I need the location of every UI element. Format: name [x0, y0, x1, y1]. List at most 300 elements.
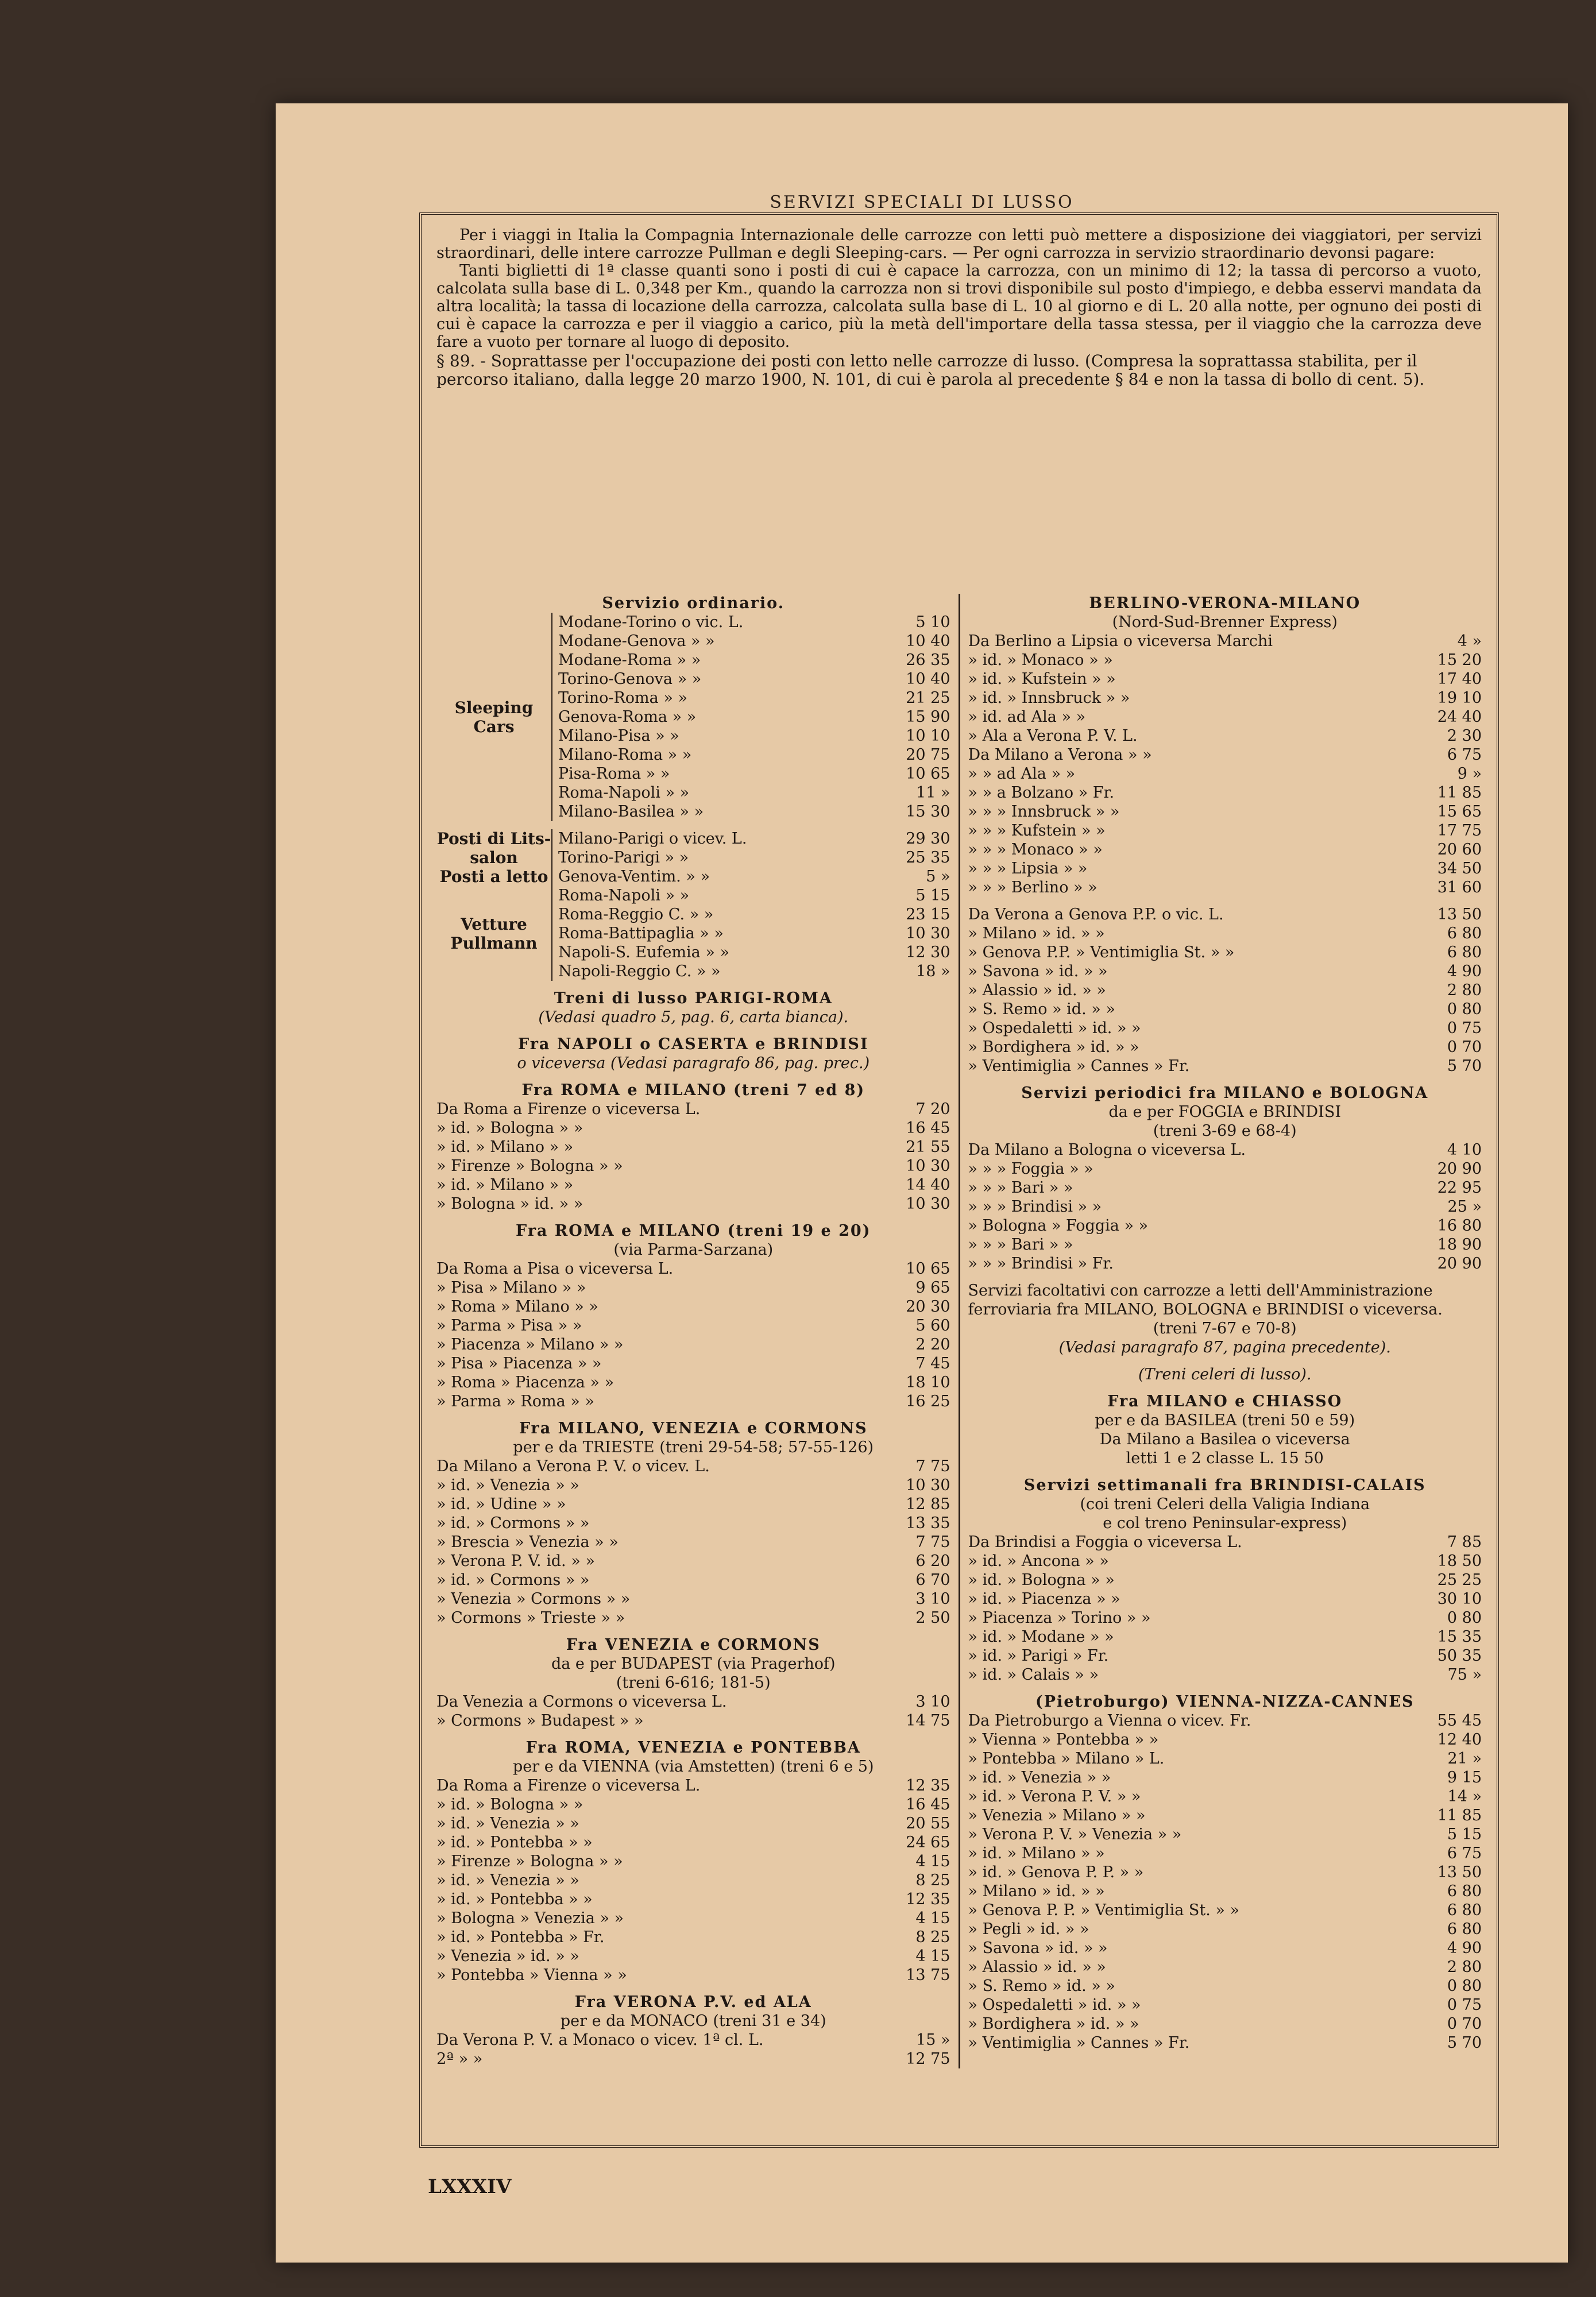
route: » Cormons » Budapest » » [436, 1712, 644, 1730]
route: Da Milano a Verona » » [968, 746, 1152, 764]
route: » » » Innsbruck » » [968, 803, 1120, 821]
price: 5 10 [915, 613, 950, 631]
table-row [436, 1571, 950, 1590]
route: » id. » Bologna » » [968, 1571, 1115, 1589]
route: » Alassio » id. » » [968, 981, 1106, 999]
table-row [968, 1646, 1482, 1665]
table-row [968, 632, 1482, 651]
table-row [436, 1514, 950, 1533]
table-row [968, 1019, 1482, 1038]
table-row [968, 1977, 1482, 1996]
table-row [968, 859, 1482, 878]
table-row [968, 821, 1482, 840]
price: 19 10 [1437, 689, 1482, 707]
table-row [968, 1178, 1482, 1197]
table-row [436, 2031, 950, 2049]
price: 20 90 [1437, 1160, 1482, 1178]
table-row [558, 829, 950, 848]
price: 20 30 [906, 1298, 950, 1316]
table-row [436, 1457, 950, 1476]
route: » id. » Bologna » » [436, 1796, 583, 1813]
price: 6 80 [1447, 1920, 1482, 1938]
table-row [968, 726, 1482, 745]
table-row [558, 886, 950, 905]
rm1-rows [436, 1100, 950, 1213]
price: 10 30 [906, 1195, 950, 1213]
table-row [436, 1852, 950, 1871]
table-row [968, 802, 1482, 821]
table-row [436, 1392, 950, 1411]
table-row [558, 726, 950, 745]
route: Da Brindisi a Foggia o viceversa L. [968, 1533, 1242, 1551]
price: 18 » [916, 962, 950, 980]
route: » S. Remo » id. » » [968, 1000, 1115, 1018]
price: 18 10 [906, 1374, 950, 1391]
table-row [968, 2033, 1482, 2052]
route: » id. » Calais » » [968, 1666, 1099, 1684]
rm1-title: Fra ROMA e MILANO (treni 7 ed 8) [521, 1081, 865, 1099]
bc-title: Servizi settimanali fra BRINDISI-CALAIS [1023, 1476, 1426, 1494]
price: 0 80 [1447, 1977, 1482, 1995]
letto-rows [558, 867, 950, 886]
bc-rows [968, 1533, 1482, 1684]
table-row [968, 2014, 1482, 2033]
vm-sub: per e da MONACO (treni 31 e 34) [560, 2012, 826, 2030]
price: 7 45 [915, 1355, 950, 1372]
route: » id. » Parigi » Fr. [968, 1647, 1109, 1665]
route: » Venezia » id. » » [436, 1947, 579, 1965]
vc-sub1: da e per BUDAPEST (via Pragerhof) [551, 1655, 836, 1673]
table-row [968, 1863, 1482, 1882]
route: » id. » Innsbruck » » [968, 689, 1130, 707]
table-row [968, 1665, 1482, 1684]
price: 9 15 [1447, 1769, 1482, 1786]
price: 16 25 [906, 1393, 950, 1410]
price: 8 25 [915, 1928, 950, 1946]
intro-paragraph-1: Per i viaggi in Italia la Compagnia Internazionale delle carrozze con letti può mettere a disposizione dei viaggiatori, per servizi straordinari, delle intere carrozze Pullman e degli Sleeping-cars. — Per ogni carrozza in servizio straordinario devonsi pagare: [436, 226, 1482, 262]
route: » Savona » id. » » [968, 962, 1108, 980]
route: » id. » Milano » » [436, 1176, 574, 1194]
table-row [436, 1495, 950, 1514]
route: Roma-Reggio C. » » [558, 906, 714, 923]
table-row [436, 1278, 950, 1297]
route: » id. » Pontebba » Fr. [436, 1928, 605, 1946]
route: Roma-Napoli » » [558, 887, 690, 904]
rvp-sub: per e da VIENNA (via Amstetten) (treni 6 e 5) [513, 1758, 874, 1776]
route: » id. » Modane » » [968, 1628, 1114, 1646]
route: Torino-Roma » » [558, 689, 687, 707]
periodici-sub2: (treni 3-69 e 68-4) [1153, 1122, 1297, 1140]
route: » Milano » id. » » [968, 925, 1105, 942]
route: » id. » Verona P. V. » » [968, 1788, 1141, 1805]
napoli-title: Fra NAPOLI o CASERTA e BRINDISI [518, 1035, 869, 1053]
price: 15 30 [906, 803, 950, 821]
route: » » » Kufstein » » [968, 822, 1106, 840]
price: 23 15 [906, 906, 950, 923]
price: 5 60 [915, 1317, 950, 1335]
bvm-sub: (Nord-Sud-Brenner Express) [1112, 613, 1338, 631]
route: » id. » Pontebba » » [436, 1890, 593, 1908]
price: 25 » [1447, 1198, 1482, 1216]
table-row [436, 1533, 950, 1552]
route: » id. » Piacenza » » [968, 1590, 1120, 1608]
periodici-sub1: da e per FOGGIA e BRINDISI [1108, 1103, 1342, 1121]
route: » » » Berlino » » [968, 879, 1098, 896]
table-row [558, 745, 950, 764]
rm2-rows [436, 1259, 950, 1411]
price: 10 40 [906, 670, 950, 688]
table-row [436, 1909, 950, 1928]
table-row [436, 1100, 950, 1119]
rm2-sub: (via Parma-Sarzana) [613, 1241, 774, 1259]
chiasso-price: letti 1 e 2 classe L. 15 50 [1126, 1449, 1324, 1467]
facoltativi-sub: (treni 7-67 e 70-8) [1153, 1320, 1297, 1337]
price: 16 45 [906, 1796, 950, 1813]
parigi-title: Treni di lusso PARIGI-ROMA [554, 989, 833, 1007]
route: Torino-Genova » » [558, 670, 702, 688]
table-row [436, 1966, 950, 1985]
table-row [968, 1197, 1482, 1216]
price: 10 65 [906, 765, 950, 783]
route: Modane-Torino o vic. L. [558, 613, 744, 631]
table-row [968, 1768, 1482, 1787]
route: » » » Foggia » » [968, 1160, 1093, 1178]
price: 5 15 [915, 887, 950, 904]
price: 15 20 [1437, 651, 1482, 669]
table-row [436, 1259, 950, 1278]
price: 15 » [916, 2031, 950, 2049]
route: » Alassio » id. » » [968, 1958, 1106, 1976]
table-row [968, 745, 1482, 764]
content-frame [419, 212, 1499, 2148]
route: Da Verona P. V. a Monaco o vicev. 1ª cl. L. [436, 2031, 764, 2049]
table-row [436, 1947, 950, 1966]
table-row [558, 905, 950, 924]
table-row [968, 651, 1482, 670]
route: Da Milano a Verona P. V. o vicev. L. [436, 1457, 710, 1475]
table-row [436, 1476, 950, 1495]
route: » Brescia » Venezia » » [436, 1533, 619, 1551]
route: Da Berlino a Lipsia o viceversa Marchi [968, 632, 1273, 650]
table-row [558, 689, 950, 707]
route: Genova-Roma » » [558, 708, 697, 726]
table-row [968, 1159, 1482, 1178]
route: Milano-Pisa » » [558, 727, 679, 745]
route: » Parma » Roma » » [436, 1393, 594, 1410]
route: » id. » Venezia » » [436, 1815, 579, 1832]
table-row [436, 1795, 950, 1814]
route: » Genova P.P. » Ventimiglia St. » » [968, 943, 1235, 961]
table-row [558, 867, 950, 886]
table-row [558, 783, 950, 802]
table-row [968, 670, 1482, 689]
route: 2ª » » [436, 2050, 483, 2068]
vc-sub2: (treni 6-616; 181-5) [616, 1674, 771, 1692]
price: 12 30 [906, 943, 950, 961]
price: 11 85 [1437, 1807, 1482, 1824]
price: 4 90 [1447, 962, 1482, 980]
route: Da Milano a Bologna o viceversa L. [968, 1141, 1246, 1159]
price: 7 75 [915, 1533, 950, 1551]
price: 24 40 [1437, 708, 1482, 726]
route: » Ospedaletti » id. » » [968, 1996, 1141, 2014]
route: » » ad Ala » » [968, 765, 1076, 783]
table-row [968, 943, 1482, 962]
price: 9 65 [915, 1279, 950, 1297]
sleeping-group [436, 613, 950, 821]
table-row [968, 707, 1482, 726]
table-row [558, 670, 950, 689]
price: 12 35 [906, 1890, 950, 1908]
table-row [968, 1711, 1482, 1730]
price: 21 25 [906, 689, 950, 707]
price: 13 35 [906, 1514, 950, 1532]
left-column [436, 594, 960, 2068]
table-row [436, 1871, 950, 1890]
route: » Pisa » Milano » » [436, 1279, 586, 1297]
route: » Ventimiglia » Cannes » Fr. [968, 2034, 1190, 2052]
price: 24 65 [906, 1834, 950, 1851]
parigi-note: (Vedasi quadro 5, pag. 6, carta bianca). [538, 1008, 849, 1026]
route: » Ala a Verona P. V. L. [968, 727, 1138, 745]
price: 25 35 [906, 849, 950, 867]
route: » id. » Milano » » [436, 1138, 574, 1156]
price: 11 85 [1437, 784, 1482, 802]
table-row [968, 1730, 1482, 1749]
table-row [558, 707, 950, 726]
table-row [436, 1119, 950, 1138]
price: 0 80 [1447, 1000, 1482, 1018]
table-row [968, 1996, 1482, 2014]
route: » Verona P. V. id. » » [436, 1552, 595, 1570]
table-row [968, 1590, 1482, 1608]
route: » Piacenza » Torino » » [968, 1609, 1151, 1627]
price: 10 30 [906, 1476, 950, 1494]
table-row [968, 1787, 1482, 1806]
route: » Pegli » id. » » [968, 1920, 1089, 1938]
route: » Pontebba » Vienna » » [436, 1966, 627, 1984]
pullman-label: Vetture Pullmann [436, 886, 552, 981]
route: » id. ad Ala » » [968, 708, 1086, 726]
columns [436, 594, 1482, 2068]
sleeping-label: Sleeping Cars [436, 613, 552, 821]
route: Milano-Roma » » [558, 746, 692, 764]
chiasso-sub: per e da BASILEA (treni 50 e 59) [1095, 1412, 1355, 1429]
route: Da Roma a Pisa o viceversa L. [436, 1260, 674, 1278]
table-row [968, 1235, 1482, 1254]
price: 18 90 [1437, 1236, 1482, 1254]
right-column [960, 594, 1482, 2068]
posti-rows [558, 829, 950, 867]
table-row [558, 802, 950, 821]
table-row [436, 1175, 950, 1194]
route: » » » Monaco » » [968, 841, 1103, 859]
table-row [436, 1354, 950, 1373]
route: Napoli-Reggio C. » » [558, 962, 721, 980]
price: 10 40 [906, 632, 950, 650]
table-row [968, 1057, 1482, 1076]
price: 6 80 [1447, 925, 1482, 942]
napoli-note: o viceversa (Vedasi paragrafo 86, pag. prec.) [517, 1054, 870, 1072]
route: » Parma » Pisa » » [436, 1317, 582, 1335]
table-row [968, 1254, 1482, 1273]
route: Milano-Basilea » » [558, 803, 704, 821]
table-row [968, 1571, 1482, 1590]
table-row [968, 783, 1482, 802]
route: » Pontebba » Milano » L. [968, 1750, 1165, 1768]
price: 6 80 [1447, 1901, 1482, 1919]
route: Napoli-S. Eufemia » » [558, 943, 729, 961]
price: 25 25 [1437, 1571, 1482, 1589]
price: 6 75 [1447, 1844, 1482, 1862]
table-row [968, 962, 1482, 981]
price: 6 80 [1447, 943, 1482, 961]
table-row [436, 1316, 950, 1335]
route: Da Verona a Genova P.P. o vic. L. [968, 906, 1224, 923]
route: » Venezia » Milano » » [968, 1807, 1146, 1824]
route: Roma-Napoli » » [558, 784, 690, 802]
table-row [968, 1140, 1482, 1159]
posti-label: Posti di Lits-salon [436, 829, 552, 867]
table-row [968, 981, 1482, 1000]
table-row [968, 878, 1482, 897]
price: 0 70 [1447, 1038, 1482, 1056]
price: 4 15 [915, 1909, 950, 1927]
price: 14 » [1447, 1788, 1482, 1805]
table-row [436, 1711, 950, 1730]
price: 16 45 [906, 1119, 950, 1137]
price: 22 95 [1437, 1179, 1482, 1197]
intro-paragraph-2: Tanti biglietti di 1ª classe quanti sono i posti di cui è capace la carrozza, con un minimo di 12; la tassa di percorso a vuoto, calcolata sulla base di L. 0,348 per Km., quando la carrozza non si trovi disponibile sul posto d'impiego, e debba esservi mandata da altra località; la tassa di locazione della carrozza, calcolata sulla base di L. 10 al giorno e di L. 20 alla notte, per ognuno dei posti di cui è capace la carrozza e per il viaggio a carico, più la metà dell'importare della tassa stessa, per il viaggio che la carrozza deve fare a vuoto per tornare al luogo di deposito. [436, 262, 1482, 351]
table-row [436, 2049, 950, 2068]
facoltativi-text: Servizi facoltativi con carrozze a letti dell'Amministrazione ferroviaria fra MILANO, BOLOGNA e BRINDISI o viceversa. [968, 1282, 1443, 1318]
price: 14 75 [906, 1712, 950, 1730]
route: » id. » Venezia » » [436, 1871, 579, 1889]
table-row [558, 632, 950, 651]
price: 12 40 [1437, 1731, 1482, 1749]
table-row [558, 943, 950, 962]
price: 34 50 [1437, 860, 1482, 877]
table-row [436, 1814, 950, 1833]
price: 20 60 [1437, 841, 1482, 859]
table-row [968, 689, 1482, 707]
mv-sub: per e da TRIESTE (treni 29-54-58; 57-55-126) [513, 1438, 874, 1456]
route: Roma-Battipaglia » » [558, 925, 724, 942]
mv-title: Fra MILANO, VENEZIA e CORMONS [519, 1420, 868, 1437]
celeri-title: (Treni celeri di lusso). [1138, 1366, 1312, 1383]
posti-group [436, 829, 950, 867]
route: » id. » Cormons » » [436, 1571, 590, 1589]
table-row [968, 1000, 1482, 1019]
vnc-title: (Pietroburgo) VIENNA-NIZZA-CANNES [1035, 1693, 1415, 1711]
rm2-title: Fra ROMA e MILANO (treni 19 e 20) [516, 1222, 871, 1240]
price: 2 80 [1447, 981, 1482, 999]
route: » Firenze » Bologna » » [436, 1853, 623, 1870]
price: 4 90 [1447, 1939, 1482, 1957]
mv-rows [436, 1457, 950, 1627]
route: » Pisa » Piacenza » » [436, 1355, 602, 1372]
price: 7 85 [1447, 1533, 1482, 1551]
table-row [558, 848, 950, 867]
route: » id. » Venezia » » [436, 1476, 579, 1494]
table-row [968, 1882, 1482, 1901]
route: » id. » Cormons » » [436, 1514, 590, 1532]
price: 2 50 [915, 1609, 950, 1627]
table-row [968, 1038, 1482, 1057]
vc-rows [436, 1692, 950, 1730]
price: 5 70 [1447, 2034, 1482, 2052]
table-row [436, 1157, 950, 1175]
price: 21 » [1447, 1750, 1482, 1768]
price: 3 10 [915, 1590, 950, 1608]
table-row [968, 1825, 1482, 1844]
price: 16 80 [1437, 1217, 1482, 1235]
table-row [968, 1844, 1482, 1863]
table-row [436, 1373, 950, 1392]
route: » » » Brindisi » Fr. [968, 1255, 1114, 1273]
table-row [436, 1194, 950, 1213]
price: 31 60 [1437, 879, 1482, 896]
rvp-title: Fra ROMA, VENEZIA e PONTEBBA [525, 1739, 861, 1757]
price: 2 80 [1447, 1958, 1482, 1976]
route: » Roma » Piacenza » » [436, 1374, 614, 1391]
route: » id. » Genova P. P. » » [968, 1863, 1144, 1881]
price: 8 25 [915, 1871, 950, 1889]
route: » Bordighera » id. » » [968, 2015, 1139, 2033]
price: 15 90 [906, 708, 950, 726]
letto-group [436, 867, 950, 886]
price: 29 30 [906, 830, 950, 848]
route: » Roma » Milano » » [436, 1298, 598, 1316]
price: 50 35 [1437, 1647, 1482, 1665]
table-row [968, 1939, 1482, 1958]
price: 9 » [1457, 765, 1482, 783]
bvm-title: BERLINO-VERONA-MILANO [1089, 594, 1361, 612]
table-row [436, 1297, 950, 1316]
route: » Verona P. V. » Venezia » » [968, 1826, 1182, 1843]
price: 12 75 [906, 2050, 950, 2068]
page-header: SERVIZI SPECIALI DI LUSSO [770, 192, 1074, 212]
route: » id. » Venezia » » [968, 1769, 1111, 1786]
price: 11 » [916, 784, 950, 802]
page-sheet [276, 103, 1568, 2263]
vm-title: Fra VERONA P.V. ed ALA [574, 1993, 812, 2011]
price: 5 15 [1447, 1826, 1482, 1843]
table-row [558, 613, 950, 632]
pullman-group [436, 886, 950, 981]
table-row [968, 1533, 1482, 1552]
price: 20 55 [906, 1815, 950, 1832]
route: Da Venezia a Cormons o viceversa L. [436, 1693, 727, 1711]
price: 2 30 [1447, 727, 1482, 745]
price: 0 70 [1447, 2015, 1482, 2033]
route: Da Pietroburgo a Vienna o vicev. Fr. [968, 1712, 1251, 1730]
sleeping-rows [558, 613, 950, 821]
table-row [968, 1552, 1482, 1571]
route: » Ventimiglia » Cannes » Fr. [968, 1057, 1190, 1075]
price: 10 30 [906, 925, 950, 942]
route: » Piacenza » Milano » » [436, 1336, 624, 1354]
chiasso-title: Fra MILANO e CHIASSO [1107, 1393, 1343, 1410]
table-row [558, 651, 950, 670]
price: 4 15 [915, 1853, 950, 1870]
facoltativi-note: (Vedasi paragrafo 87, pagina precedente). [1058, 1339, 1391, 1356]
route: » Milano » id. » » [968, 1882, 1105, 1900]
price: 75 » [1447, 1666, 1482, 1684]
price: 21 55 [906, 1138, 950, 1156]
route: » Bologna » Foggia » » [968, 1217, 1149, 1235]
price: 4 10 [1447, 1141, 1482, 1159]
